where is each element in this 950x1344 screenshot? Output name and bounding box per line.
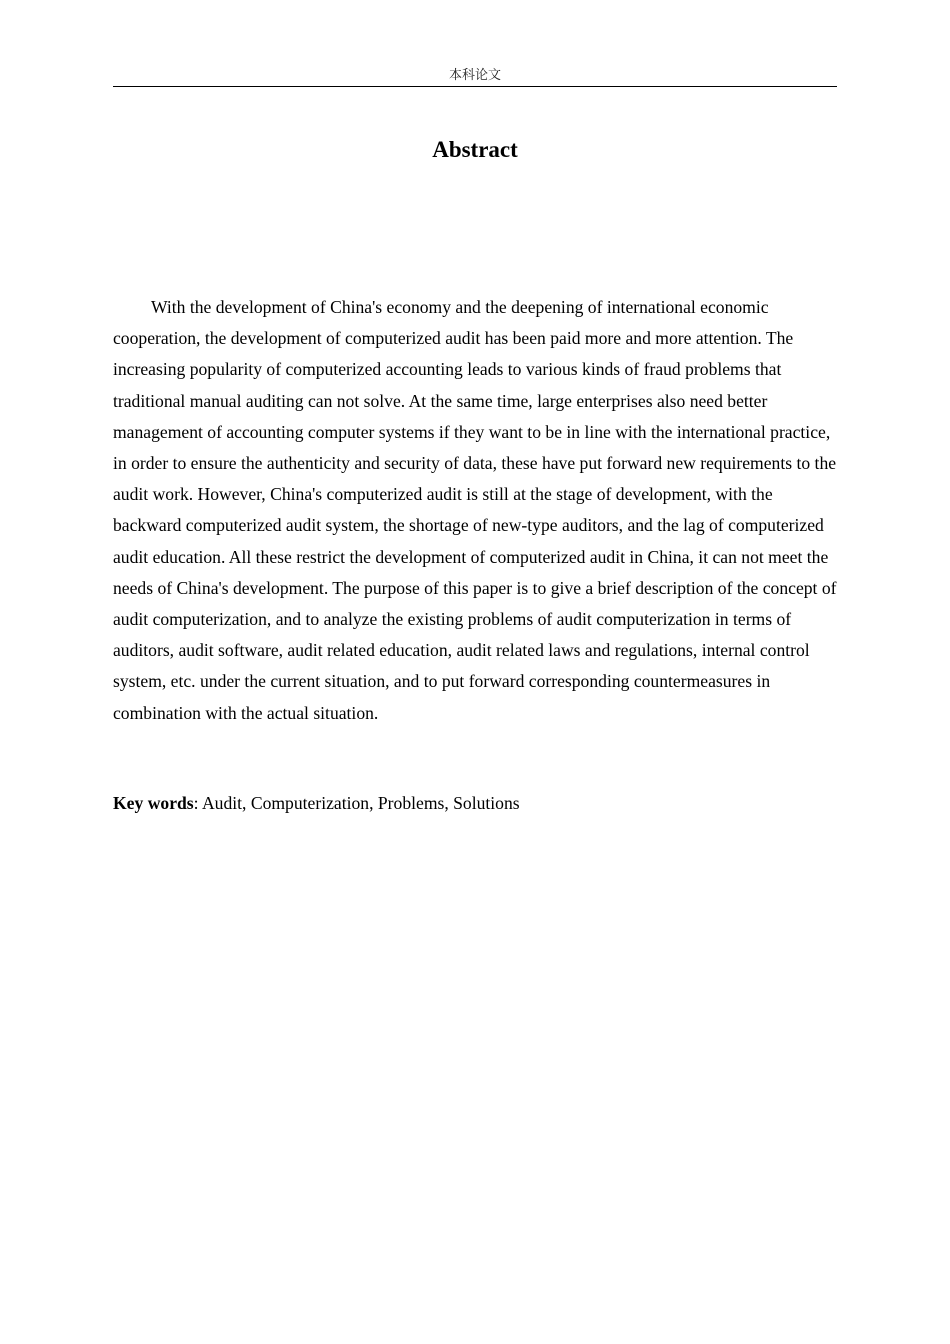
abstract-title: Abstract: [432, 137, 518, 162]
keywords-label: Key words: [113, 793, 194, 813]
keywords-line: [113, 788, 837, 819]
keywords-separator: :: [193, 793, 202, 813]
abstract-body: With the development of China's economy and the deepening of international economic cooperation, the development of computerized audit has been paid more and more attention. The increasing popularity of computerized accounting leads to various kinds of fraud problems that traditional manual auditing can not solve. At the same time, large enterprises also need better management of accounting computer systems if they want to be in line with the international practice, in order to ensure the authenticity and security of data, these have put forward new requirements to the audit work. However, China's computerized audit is still at the stage of development, with the backward computerized audit system, the shortage of new-type auditors, and the lag of computerized audit education. All these restrict the development of computerized audit in China, it can not meet the needs of China's development. The purpose of this paper is to give a brief description of the concept of audit computerization, and to analyze the existing problems of audit computerization in terms of auditors, audit software, audit related education, audit related laws and regulations, internal control system, etc. under the current situation, and to put forward corresponding countermeasures in combination with the actual situation.: [113, 297, 837, 723]
header-divider: [113, 86, 837, 87]
running-header: 本科论文: [448, 68, 501, 83]
keywords-value: Audit, Computerization, Problems, Solutions: [201, 793, 520, 813]
